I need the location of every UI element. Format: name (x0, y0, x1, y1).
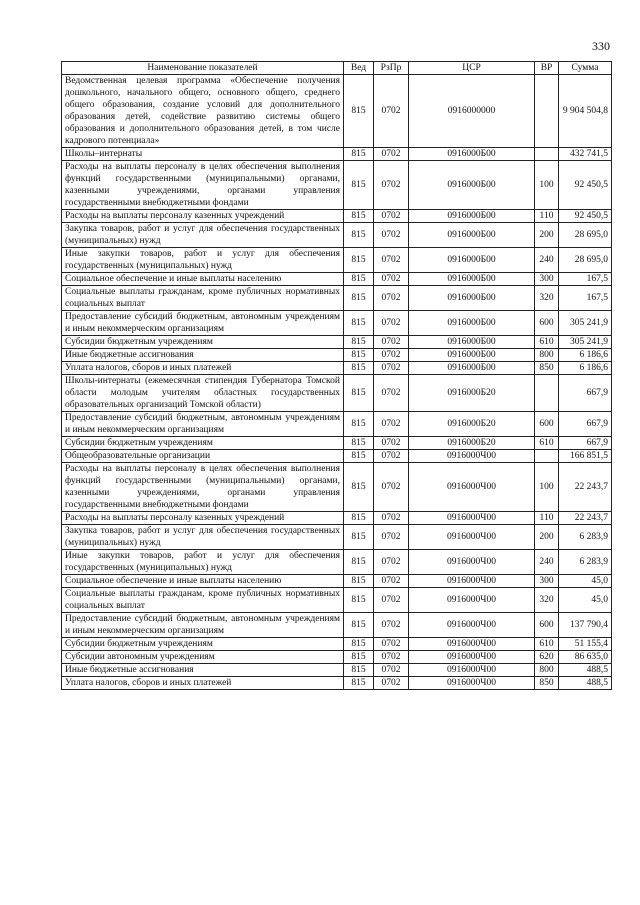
row-csr-cell: 0916000Ч00 (409, 651, 535, 664)
row-vr-cell: 100 (535, 161, 559, 210)
row-rzpr-cell: 0702 (374, 349, 409, 362)
table-row (62, 248, 612, 273)
row-ved-cell: 815 (344, 463, 374, 512)
row-rzpr-cell: 0702 (374, 273, 409, 286)
table-row (62, 273, 612, 286)
table-row (62, 450, 612, 463)
table-row (62, 210, 612, 223)
row-ved-cell: 815 (344, 677, 374, 690)
row-name-cell: Социальные выплаты гражданам, кроме публичных нормативных социальных выплат (62, 588, 344, 613)
row-csr-cell: 0916000Б00 (409, 248, 535, 273)
row-vr-cell: 850 (535, 362, 559, 375)
row-csr-cell: 0916000Б00 (409, 336, 535, 349)
row-vr-cell: 110 (535, 512, 559, 525)
row-rzpr-cell: 0702 (374, 575, 409, 588)
row-rzpr-cell: 0702 (374, 651, 409, 664)
row-vr-cell: 100 (535, 463, 559, 512)
row-sum-cell: 667,9 (559, 437, 612, 450)
column-header-ved: Вед (344, 62, 374, 75)
row-ved-cell: 815 (344, 223, 374, 248)
row-name-cell: Уплата налогов, сборов и иных платежей (62, 677, 344, 690)
row-sum-cell: 92 450,5 (559, 161, 612, 210)
row-vr-cell: 110 (535, 210, 559, 223)
row-name-cell: Иные бюджетные ассигнования (62, 664, 344, 677)
table-row (62, 148, 612, 161)
row-name-cell: Социальное обеспечение и иные выплаты населению (62, 273, 344, 286)
row-sum-cell: 28 695,0 (559, 248, 612, 273)
row-sum-cell: 488,5 (559, 664, 612, 677)
table-row (62, 463, 612, 512)
row-name-cell: Расходы на выплаты персоналу в целях обеспечения выполнения функций государственными (муниципальными) органами, казенными учреждениями, органами управления государственными внебюджетными фондами (62, 463, 344, 512)
row-vr-cell: 800 (535, 349, 559, 362)
row-name-cell: Субсидии бюджетным учреждениям (62, 437, 344, 450)
row-vr-cell: 200 (535, 223, 559, 248)
table-row (62, 161, 612, 210)
row-vr-cell: 800 (535, 664, 559, 677)
row-ved-cell: 815 (344, 437, 374, 450)
row-sum-cell: 305 241,9 (559, 336, 612, 349)
table-row (62, 550, 612, 575)
row-name-cell: Иные закупки товаров, работ и услуг для обеспечения государственных (муниципальных) нужд (62, 248, 344, 273)
row-csr-cell: 0916000Б00 (409, 210, 535, 223)
row-vr-cell: 620 (535, 651, 559, 664)
row-name-cell: Субсидии бюджетным учреждениям (62, 336, 344, 349)
table-row (62, 286, 612, 311)
row-vr-cell: 600 (535, 613, 559, 638)
row-rzpr-cell: 0702 (374, 550, 409, 575)
row-ved-cell: 815 (344, 613, 374, 638)
row-rzpr-cell: 0702 (374, 412, 409, 437)
row-sum-cell: 667,9 (559, 375, 612, 412)
row-ved-cell: 815 (344, 450, 374, 463)
column-header-sum: Сумма (559, 62, 612, 75)
row-sum-cell: 667,9 (559, 412, 612, 437)
row-sum-cell: 28 695,0 (559, 223, 612, 248)
row-sum-cell: 167,5 (559, 286, 612, 311)
table-body (62, 75, 612, 690)
table-row (62, 336, 612, 349)
row-ved-cell: 815 (344, 210, 374, 223)
row-csr-cell: 0916000Ч00 (409, 638, 535, 651)
row-csr-cell: 0916000Б00 (409, 286, 535, 311)
row-csr-cell: 0916000Ч00 (409, 664, 535, 677)
row-name-cell: Расходы на выплаты персоналу казенных учреждений (62, 210, 344, 223)
row-rzpr-cell: 0702 (374, 311, 409, 336)
row-name-cell: Закупка товаров, работ и услуг для обеспечения государственных (муниципальных) нужд (62, 525, 344, 550)
row-sum-cell: 45,0 (559, 588, 612, 613)
row-rzpr-cell: 0702 (374, 75, 409, 148)
row-csr-cell: 0916000Б00 (409, 223, 535, 248)
row-csr-cell: 0916000Б20 (409, 412, 535, 437)
row-sum-cell: 9 904 504,8 (559, 75, 612, 148)
row-csr-cell: 0916000Ч00 (409, 575, 535, 588)
row-ved-cell: 815 (344, 588, 374, 613)
row-vr-cell: 200 (535, 525, 559, 550)
row-name-cell: Субсидии бюджетным учреждениям (62, 638, 344, 651)
budget-table (61, 61, 612, 690)
table-row (62, 75, 612, 148)
table-row (62, 613, 612, 638)
row-vr-cell (535, 450, 559, 463)
row-rzpr-cell: 0702 (374, 437, 409, 450)
row-ved-cell: 815 (344, 311, 374, 336)
column-header-csr: ЦСР (409, 62, 535, 75)
row-rzpr-cell: 0702 (374, 336, 409, 349)
table-row (62, 362, 612, 375)
row-name-cell: Расходы на выплаты персоналу казенных учреждений (62, 512, 344, 525)
row-ved-cell: 815 (344, 412, 374, 437)
table-row (62, 525, 612, 550)
row-ved-cell: 815 (344, 349, 374, 362)
row-ved-cell: 815 (344, 362, 374, 375)
row-name-cell: Социальные выплаты гражданам, кроме публичных нормативных социальных выплат (62, 286, 344, 311)
row-vr-cell: 850 (535, 677, 559, 690)
row-csr-cell: 0916000Ч00 (409, 677, 535, 690)
row-ved-cell: 815 (344, 638, 374, 651)
row-ved-cell: 815 (344, 550, 374, 575)
row-name-cell: Субсидии автономным учреждениям (62, 651, 344, 664)
row-sum-cell: 167,5 (559, 273, 612, 286)
row-sum-cell: 45,0 (559, 575, 612, 588)
row-csr-cell: 0916000Б00 (409, 273, 535, 286)
row-name-cell: Общеобразовательные организации (62, 450, 344, 463)
row-sum-cell: 6 186,6 (559, 349, 612, 362)
row-sum-cell: 92 450,5 (559, 210, 612, 223)
row-ved-cell: 815 (344, 161, 374, 210)
row-rzpr-cell: 0702 (374, 512, 409, 525)
row-name-cell: Закупка товаров, работ и услуг для обеспечения государственных (муниципальных) нужд (62, 223, 344, 248)
row-ved-cell: 815 (344, 525, 374, 550)
row-rzpr-cell: 0702 (374, 161, 409, 210)
row-rzpr-cell: 0702 (374, 362, 409, 375)
row-vr-cell (535, 75, 559, 148)
column-header-vr: ВР (535, 62, 559, 75)
table-row (62, 677, 612, 690)
row-vr-cell: 300 (535, 273, 559, 286)
row-vr-cell: 320 (535, 286, 559, 311)
table-row (62, 638, 612, 651)
row-vr-cell (535, 375, 559, 412)
row-ved-cell: 815 (344, 575, 374, 588)
column-header-name: Наименование показателей (62, 62, 344, 75)
row-sum-cell: 51 155,4 (559, 638, 612, 651)
row-rzpr-cell: 0702 (374, 613, 409, 638)
row-vr-cell: 600 (535, 412, 559, 437)
table-row (62, 375, 612, 412)
row-ved-cell: 815 (344, 75, 374, 148)
row-rzpr-cell: 0702 (374, 638, 409, 651)
row-rzpr-cell: 0702 (374, 248, 409, 273)
row-rzpr-cell: 0702 (374, 463, 409, 512)
table-row (62, 664, 612, 677)
row-sum-cell: 22 243,7 (559, 463, 612, 512)
row-ved-cell: 815 (344, 336, 374, 349)
row-rzpr-cell: 0702 (374, 525, 409, 550)
row-sum-cell: 6 283,9 (559, 525, 612, 550)
table-row (62, 512, 612, 525)
row-rzpr-cell: 0702 (374, 664, 409, 677)
row-ved-cell: 815 (344, 273, 374, 286)
table-row (62, 311, 612, 336)
row-sum-cell: 166 851,5 (559, 450, 612, 463)
row-vr-cell (535, 148, 559, 161)
row-csr-cell: 0916000Б20 (409, 375, 535, 412)
row-sum-cell: 6 283,9 (559, 550, 612, 575)
row-sum-cell: 488,5 (559, 677, 612, 690)
row-sum-cell: 432 741,5 (559, 148, 612, 161)
row-csr-cell: 0916000Ч00 (409, 525, 535, 550)
row-csr-cell: 0916000Ч00 (409, 613, 535, 638)
row-vr-cell: 600 (535, 311, 559, 336)
row-ved-cell: 815 (344, 375, 374, 412)
row-rzpr-cell: 0702 (374, 210, 409, 223)
table-row (62, 349, 612, 362)
header-row (62, 62, 612, 75)
row-sum-cell: 137 790,4 (559, 613, 612, 638)
row-csr-cell: 0916000Б00 (409, 148, 535, 161)
table-row (62, 437, 612, 450)
row-ved-cell: 815 (344, 664, 374, 677)
row-vr-cell: 610 (535, 437, 559, 450)
table-row (62, 223, 612, 248)
row-rzpr-cell: 0702 (374, 677, 409, 690)
row-name-cell: Уплата налогов, сборов и иных платежей (62, 362, 344, 375)
row-name-cell: Иные закупки товаров, работ и услуг для обеспечения государственных (муниципальных) нужд (62, 550, 344, 575)
row-sum-cell: 305 241,9 (559, 311, 612, 336)
page-number: 330 (592, 39, 610, 53)
row-csr-cell: 0916000Б00 (409, 311, 535, 336)
row-csr-cell: 0916000Б00 (409, 161, 535, 210)
row-rzpr-cell: 0702 (374, 148, 409, 161)
row-name-cell: Предоставление субсидий бюджетным, автономным учреждениям и иным некоммерческим организациям (62, 613, 344, 638)
column-header-rzpr: РзПр (374, 62, 409, 75)
row-vr-cell: 610 (535, 638, 559, 651)
table-row (62, 651, 612, 664)
table-row (62, 412, 612, 437)
row-csr-cell: 0916000Ч00 (409, 588, 535, 613)
row-rzpr-cell: 0702 (374, 286, 409, 311)
row-name-cell: Ведомственная целевая программа «Обеспечение получения дошкольного, начального общего, основного общего, среднего общего образования, создание условий для дополнительного образования детей, содействие развитию системы общего образования и дополнительного образования детей, в том числе кадрового потенциала» (62, 75, 344, 148)
row-name-cell: Предоставление субсидий бюджетным, автономным учреждениям и иным некоммерческим организациям (62, 311, 344, 336)
row-csr-cell: 0916000Б00 (409, 362, 535, 375)
row-name-cell: Школы–интернаты (62, 148, 344, 161)
row-csr-cell: 0916000Ч00 (409, 463, 535, 512)
row-sum-cell: 86 635,0 (559, 651, 612, 664)
row-name-cell: Расходы на выплаты персоналу в целях обеспечения выполнения функций государственными (муниципальными) органами, казенными учреждениями, органами управления государственными внебюджетными фондами (62, 161, 344, 210)
row-csr-cell: 0916000Б20 (409, 437, 535, 450)
row-csr-cell: 0916000Ч00 (409, 550, 535, 575)
row-csr-cell: 0916000Ч00 (409, 450, 535, 463)
row-rzpr-cell: 0702 (374, 450, 409, 463)
row-name-cell: Социальное обеспечение и иные выплаты населению (62, 575, 344, 588)
table-header (62, 62, 612, 75)
row-ved-cell: 815 (344, 148, 374, 161)
row-csr-cell: 0916000Ч00 (409, 512, 535, 525)
row-rzpr-cell: 0702 (374, 375, 409, 412)
row-vr-cell: 320 (535, 588, 559, 613)
row-rzpr-cell: 0702 (374, 223, 409, 248)
row-csr-cell: 0916000000 (409, 75, 535, 148)
row-vr-cell: 610 (535, 336, 559, 349)
row-name-cell: Предоставление субсидий бюджетным, автономным учреждениям и иным некоммерческим организациям (62, 412, 344, 437)
row-ved-cell: 815 (344, 512, 374, 525)
table-row (62, 575, 612, 588)
row-sum-cell: 22 243,7 (559, 512, 612, 525)
table-row (62, 588, 612, 613)
row-name-cell: Иные бюджетные ассигнования (62, 349, 344, 362)
row-sum-cell: 6 186,6 (559, 362, 612, 375)
row-ved-cell: 815 (344, 248, 374, 273)
row-ved-cell: 815 (344, 651, 374, 664)
row-csr-cell: 0916000Б00 (409, 349, 535, 362)
row-rzpr-cell: 0702 (374, 588, 409, 613)
row-vr-cell: 240 (535, 550, 559, 575)
row-name-cell: Школы-интернаты (ежемесячная стипендия Губернатора Томской области молодым учителям областных государственных образовательных организаций Томской области) (62, 375, 344, 412)
row-vr-cell: 300 (535, 575, 559, 588)
row-ved-cell: 815 (344, 286, 374, 311)
row-vr-cell: 240 (535, 248, 559, 273)
